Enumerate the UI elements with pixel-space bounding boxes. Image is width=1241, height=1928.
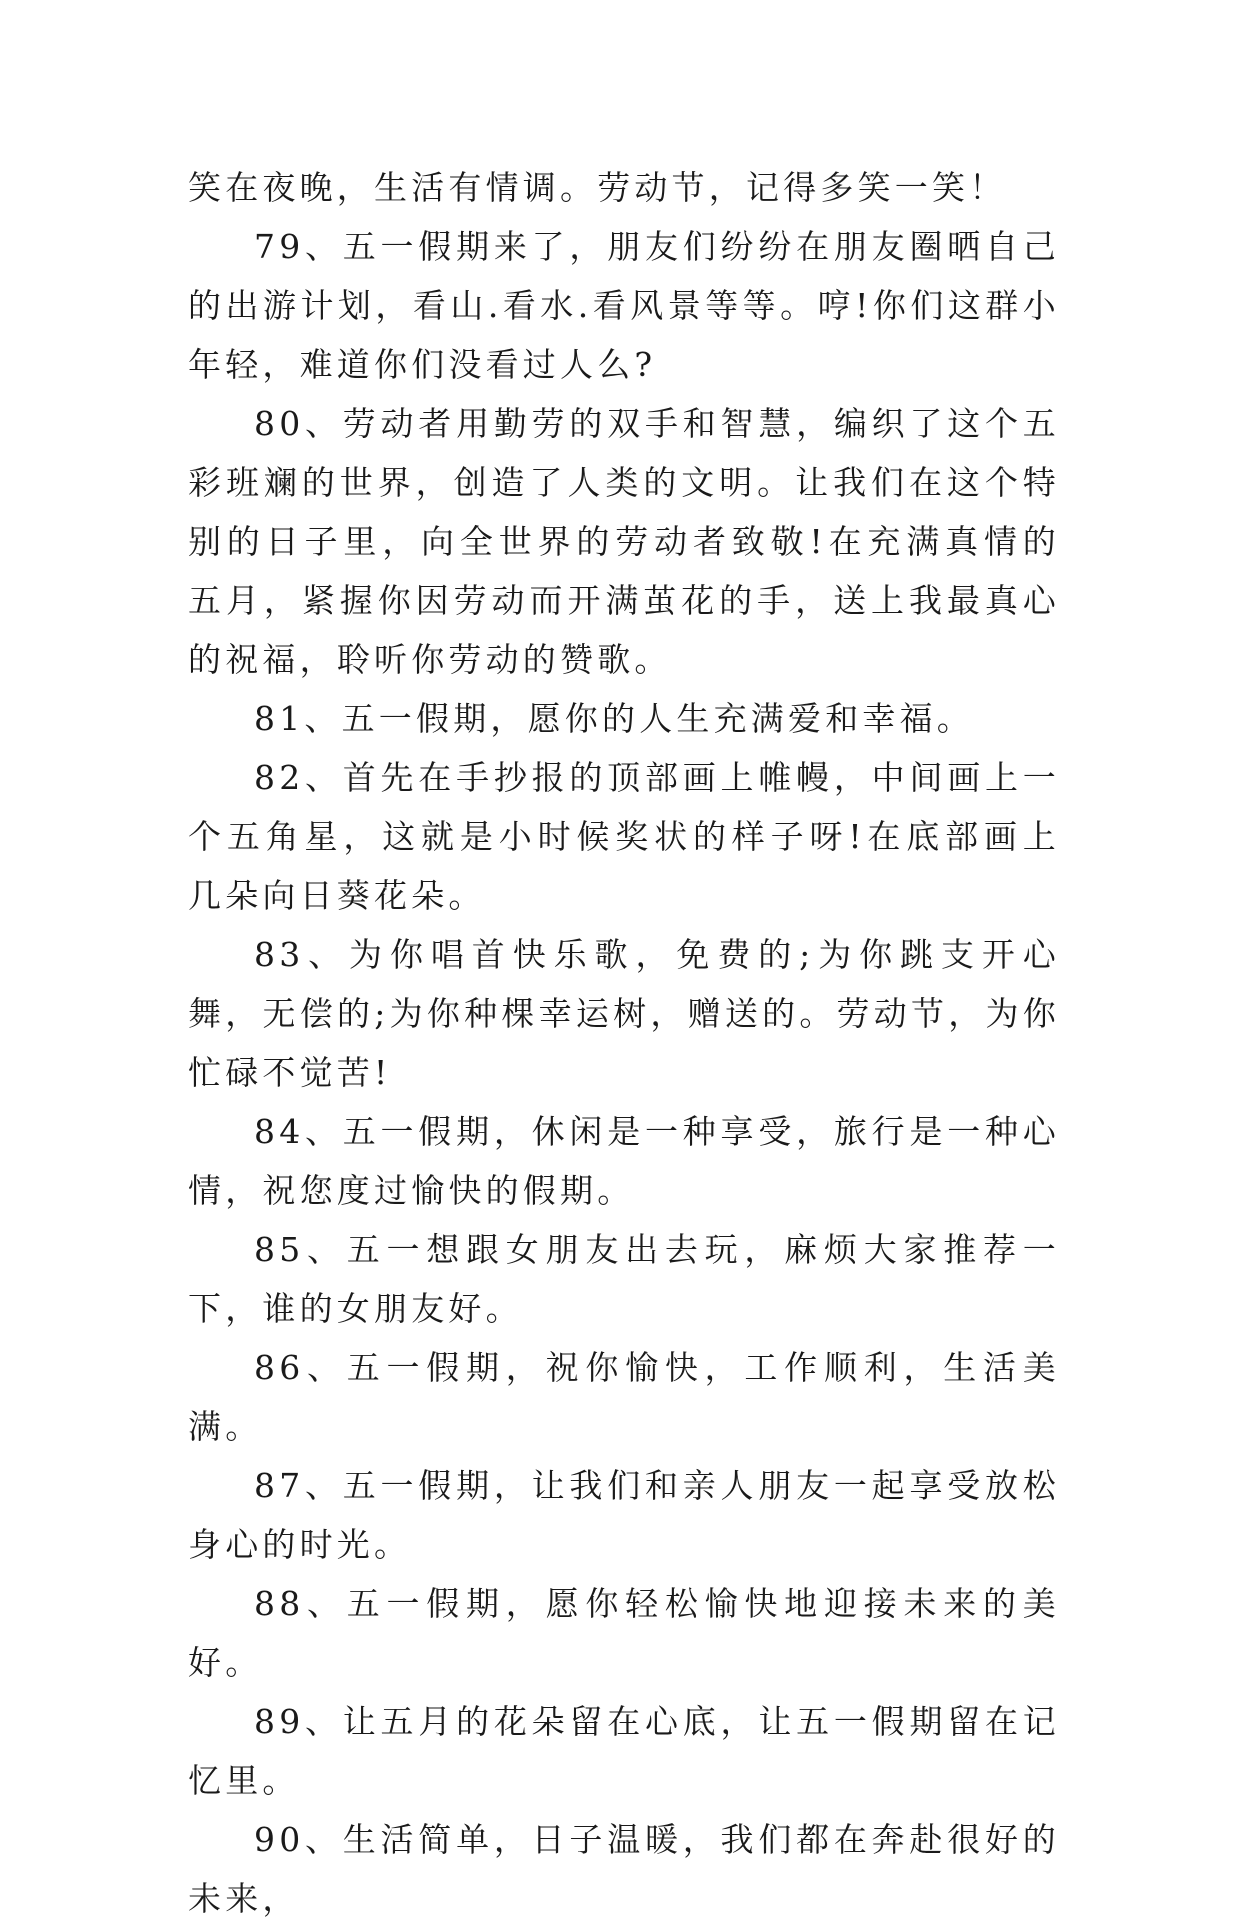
paragraph-85: 85、五一想跟女朋友出去玩，麻烦大家推荐一下，谁的女朋友好。 [188,1230,1060,1328]
paragraph-84: 84、五一假期，休闲是一种享受，旅行是一种心情，祝您度过愉快的假期。 [188,1112,1060,1210]
paragraph-89: 89、让五月的花朵留在心底，让五一假期留在记忆里。 [188,1702,1060,1800]
paragraph-88: 88、五一假期，愿你轻松愉快地迎接未来的美好。 [188,1584,1060,1682]
paragraph-87: 87、五一假期，让我们和亲人朋友一起享受放松身心的时光。 [188,1466,1060,1564]
paragraph-86: 86、五一假期，祝你愉快，工作顺利，生活美满。 [188,1348,1060,1446]
document-body [188,158,1060,1928]
paragraph-81: 81、五一假期，愿你的人生充满爱和幸福。 [254,699,974,738]
paragraph-continuation: 笑在夜晚，生活有情调。劳动节，记得多笑一笑！ [188,168,1007,207]
paragraph-82: 82、首先在手抄报的顶部画上帷幔，中间画上一个五角星，这就是小时候奖状的样子呀!在底部画上几朵向日葵花朵。 [188,758,1060,915]
paragraph-83: 83、为你唱首快乐歌，免费的;为你跳支开心舞，无偿的;为你种棵幸运树，赠送的。劳动节，为你忙碌不觉苦! [188,935,1060,1092]
paragraph-79: 79、五一假期来了，朋友们纷纷在朋友圈晒自己的出游计划，看山.看水.看风景等等。哼!你们这群小年轻，难道你们没看过人么? [188,227,1060,384]
paragraph-80: 80、劳动者用勤劳的双手和智慧，编织了这个五彩班斓的世界，创造了人类的文明。让我们在这个特别的日子里，向全世界的劳动者致敬!在充满真情的五月，紧握你因劳动而开满茧花的手，送上我最真心的祝福，聆听你劳动的赞歌。 [188,404,1060,679]
paragraph-90: 90、生活简单，日子温暖，我们都在奔赴很好的未来， [188,1820,1060,1918]
